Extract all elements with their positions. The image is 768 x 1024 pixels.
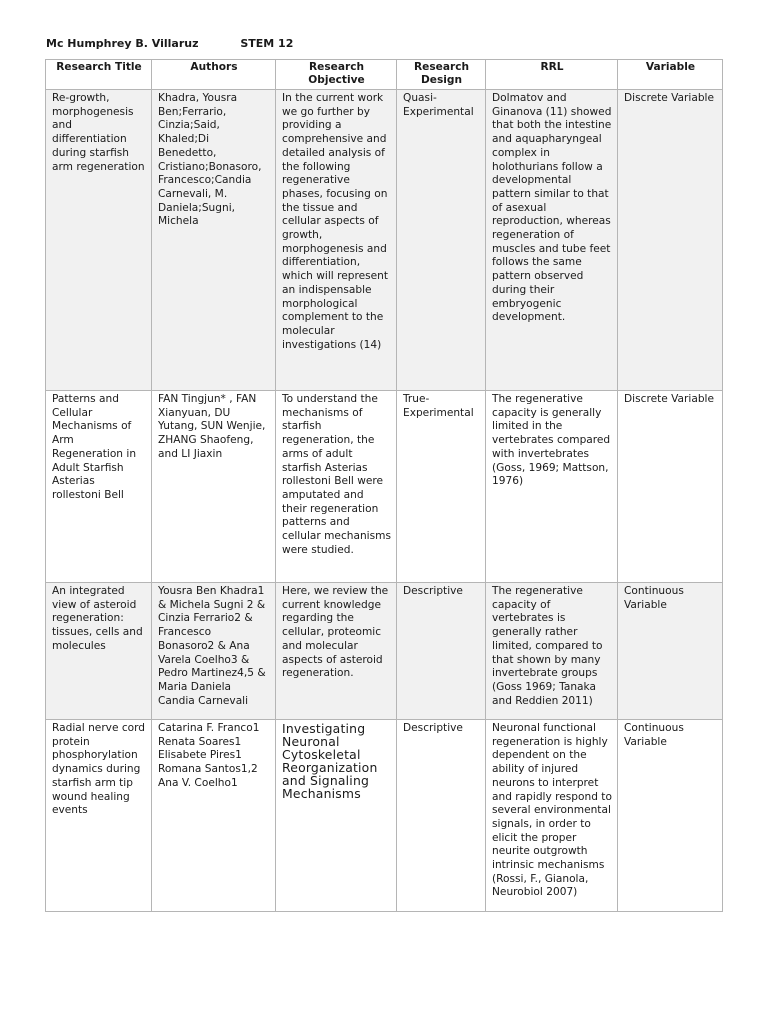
table-row	[46, 90, 723, 391]
cell-design: Quasi-Experimental	[397, 90, 486, 391]
cell-title: Patterns and Cellular Mechanisms of Arm Regeneration in Adult Starfish Asterias rollestoni Bell	[46, 391, 152, 583]
cell-authors: Khadra, Yousra Ben;Ferrario, Cinzia;Said, Khaled;Di Benedetto, Cristiano;Bonasoro, Francesco;Candia Carnevali, M. Daniela;Sugni, Michela	[152, 90, 276, 391]
cell-rrl: Dolmatov and Ginanova (11) showed that both the intestine and aquapharyngeal complex in holothurians follow a developmental pattern similar to that of asexual reproduction, whereas regeneration of muscles and tube feet follows the same pattern observed during their embryogenic development.	[486, 90, 618, 391]
cell-authors: Catarina F. Franco1 Renata Soares1 Elisabete Pires1 Romana Santos1,2 Ana V. Coelho1	[152, 720, 276, 912]
column-header-design: Research Design	[397, 60, 486, 90]
cell-design: True-Experimental	[397, 391, 486, 583]
cell-authors: FAN Tingjun* , FAN Xianyuan, DU Yutang, SUN Wenjie, ZHANG Shaofeng, and LI Jiaxin	[152, 391, 276, 583]
cell-variable: Continuous Variable	[618, 720, 723, 912]
cell-rrl: The regenerative capacity is generally limited in the vertebrates compared with invertebrates (Goss, 1969; Mattson, 1976)	[486, 391, 618, 583]
cell-objective: Investigating Neuronal Cytoskeletal Reorganization and Signaling Mechanisms	[276, 720, 397, 912]
table-row	[46, 720, 723, 912]
cell-variable: Continuous Variable	[618, 583, 723, 720]
cell-rrl: The regenerative capacity of vertebrates is generally rather limited, compared to that shown by many invertebrate groups (Goss 1969; Tanaka and Reddien 2011)	[486, 583, 618, 720]
section-label: STEM 12	[240, 37, 294, 50]
cell-rrl: Neuronal functional regeneration is highly dependent on the ability of injured neurons to interpret and rapidly respond to several environmental signals, in order to elicit the proper neurite outgrowth intrinsic mechanisms (Rossi, F., Gianola, Neurobiol 2007)	[486, 720, 618, 912]
cell-variable: Discrete Variable	[618, 90, 723, 391]
cell-design: Descriptive	[397, 720, 486, 912]
student-name: Mc Humphrey B. Villaruz	[46, 37, 199, 50]
table-header-row	[46, 60, 723, 90]
table-row	[46, 391, 723, 583]
cell-objective: To understand the mechanisms of starfish regeneration, the arms of adult starfish Asterias rollestoni Bell were amputated and their regeneration patterns and cellular mechanisms were studied.	[276, 391, 397, 583]
cell-variable: Discrete Variable	[618, 391, 723, 583]
cell-title: Re-growth, morphogenesis and differentiation during starfish arm regeneration	[46, 90, 152, 391]
cell-design: Descriptive	[397, 583, 486, 720]
column-header-rrl: RRL	[486, 60, 618, 90]
cell-title: Radial nerve cord protein phosphorylation dynamics during starfish arm tip wound healing events	[46, 720, 152, 912]
cell-title: An integrated view of asteroid regeneration: tissues, cells and molecules	[46, 583, 152, 720]
document-header	[46, 37, 293, 50]
table-row	[46, 583, 723, 720]
cell-objective: Here, we review the current knowledge regarding the cellular, proteomic and molecular aspects of asteroid regeneration.	[276, 583, 397, 720]
cell-authors: Yousra Ben Khadra1 & Michela Sugni 2 & Cinzia Ferrario2 & Francesco Bonasoro2 & Ana Varela Coelho3 & Pedro Martinez4,5 & Maria Daniela Candia Carnevali	[152, 583, 276, 720]
column-header-title: Research Title	[46, 60, 152, 90]
cell-objective: In the current work we go further by providing a comprehensive and detailed analysis of the following regenerative phases, focusing on the tissue and cellular aspects of growth, morphogenesis and differentiation, which will represent an indispensable morphological complement to the molecular investigations (14)	[276, 90, 397, 391]
column-header-variable: Variable	[618, 60, 723, 90]
column-header-authors: Authors	[152, 60, 276, 90]
literature-review-table	[45, 59, 723, 912]
column-header-objective: Research Objective	[276, 60, 397, 90]
